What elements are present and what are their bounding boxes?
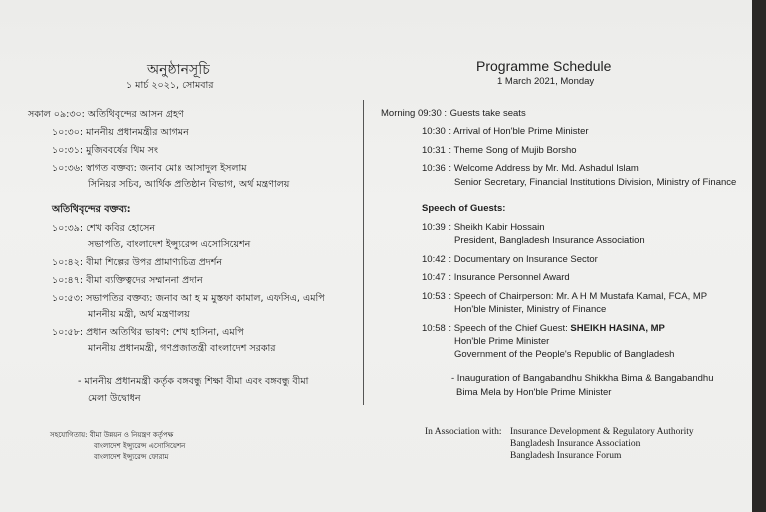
english-inauguration-line2: Bima Mela by Hon'ble Prime Minister <box>456 387 612 398</box>
bangla-inauguration-line2: মেলা উদ্বোধন <box>88 393 141 404</box>
bangla-guests-heading: অতিথিবৃন্দের বক্তব্য: <box>52 204 131 215</box>
bangla-assoc-line1: সহযোগিতায়: বীমা উন্নয়ন ও নিয়ন্ত্রণ কর্তৃপক্ষ <box>50 431 174 439</box>
english-item-1031: 10:31 : Theme Song of Mujib Borsho <box>422 145 577 156</box>
english-guest-1058 <box>422 323 665 334</box>
column-divider <box>363 100 364 405</box>
english-assoc-line2: Bangladesh Insurance Association <box>510 439 641 449</box>
chief-guest-name: SHEIKH HASINA, MP <box>570 323 665 334</box>
english-item-1036: 10:36 : Welcome Address by Mr. Md. Ashadul Islam <box>422 163 639 174</box>
english-date: 1 March 2021, Monday <box>497 76 595 87</box>
bangla-guest-1042: ১০:৪২: বীমা শিল্পের উপর প্রামাণ্যচিত্র প্রদর্শন <box>52 257 223 268</box>
bangla-assoc-line3: বাংলাদেশ ইন্স্যুরেন্স ফোরাম <box>94 453 169 461</box>
bangla-guest-1058: ১০:৫৮: প্রধান অতিথির ভাষণ: শেখ হাসিনা, এমপি <box>52 327 244 338</box>
bangla-guest-1039: ১০:৩৯: শেখ কবির হোসেন <box>52 223 156 234</box>
english-assoc-line3: Bangladesh Insurance Forum <box>510 451 622 461</box>
bangla-guest-1058-detail: মাননীয় প্রধানমন্ত্রী, গণপ্রজাতন্ত্রী বাংলাদেশ সরকার <box>88 343 276 354</box>
english-guest-1047: 10:47 : Insurance Personnel Award <box>422 272 570 283</box>
english-guest-1039: 10:39 : Sheikh Kabir Hossain <box>422 222 545 233</box>
english-guest-1058-label: 10:58 : Speech of the Chief Guest: <box>422 323 571 334</box>
bangla-item-1031: ১০:৩১: মুজিববর্ষের থিম সং <box>52 145 159 156</box>
english-guest-1053-detail: Hon'ble Minister, Ministry of Finance <box>454 304 607 315</box>
english-guest-1058-govt: Government of the People's Republic of Bangladesh <box>454 349 675 360</box>
english-guest-1042: 10:42 : Documentary on Insurance Sector <box>422 254 598 265</box>
english-guests-heading: Speech of Guests: <box>422 203 506 214</box>
english-title: Programme Schedule <box>476 58 612 74</box>
english-item-1036-detail: Senior Secretary, Financial Institutions Division, Ministry of Finance <box>454 177 737 188</box>
english-guest-1053: 10:53 : Speech of Chairperson: Mr. A H M Mustafa Kamal, FCA, MP <box>422 291 708 302</box>
bangla-assoc-line2: বাংলাদেশ ইন্স্যুরেন্স এসোসিয়েশন <box>94 442 186 450</box>
bangla-item-1030: ১০:৩০: মাননীয় প্রধানমন্ত্রীর আগমন <box>52 127 189 138</box>
bangla-inauguration: - মাননীয় প্রধানমন্ত্রী কর্তৃক বঙ্গবন্ধু শিক্ষা বীমা এবং বঙ্গবন্ধু বীমা <box>78 376 309 387</box>
english-guest-1058-title: Hon'ble Prime Minister <box>454 336 550 347</box>
english-item-0930: Morning 09:30 : Guests take seats <box>381 108 526 119</box>
bangla-item-1036-detail: সিনিয়র সচিব, আর্থিক প্রতিষ্ঠান বিভাগ, অর্থ মন্ত্রণালয় <box>88 179 290 190</box>
english-guest-1039-detail: President, Bangladesh Insurance Association <box>454 235 645 246</box>
bangla-date: ১ মার্চ ২০২১, সোমবার <box>126 80 214 91</box>
bangla-guest-1039-detail: সভাপতি, বাংলাদেশ ইন্স্যুরেন্স এসোসিয়েশন <box>88 239 251 250</box>
bangla-item-1036: ১০:৩৬: স্বাগত বক্তব্য: জনাব মোঃ আসাদুল ইসলাম <box>52 163 247 174</box>
bangla-item-0930: সকাল ০৯:৩০: অতিথিবৃন্দের আসন গ্রহণ <box>28 109 184 120</box>
english-item-1030: 10:30 : Arrival of Hon'ble Prime Minister <box>422 126 589 137</box>
bangla-title: অনুষ্ঠানসূচি <box>147 62 210 78</box>
english-inauguration: - Inauguration of Bangabandhu Shikkha Bima & Bangabandhu <box>451 373 714 384</box>
bangla-guest-1047: ১০:৪৭: বীমা ব্যক্তিত্বদের সম্মাননা প্রদান <box>52 275 203 286</box>
bangla-guest-1053-detail: মাননীয় মন্ত্রী, অর্থ মন্ত্রণালয় <box>88 309 190 320</box>
english-assoc-line1: Insurance Development & Regulatory Authority <box>510 427 694 437</box>
english-assoc-label: In Association with: <box>425 427 502 437</box>
bangla-guest-1053: ১০:৫৩: সভাপতির বক্তব্য: জনাব আ হ ম মুস্তফা কামাল, এফসিএ, এমপি <box>52 293 325 304</box>
